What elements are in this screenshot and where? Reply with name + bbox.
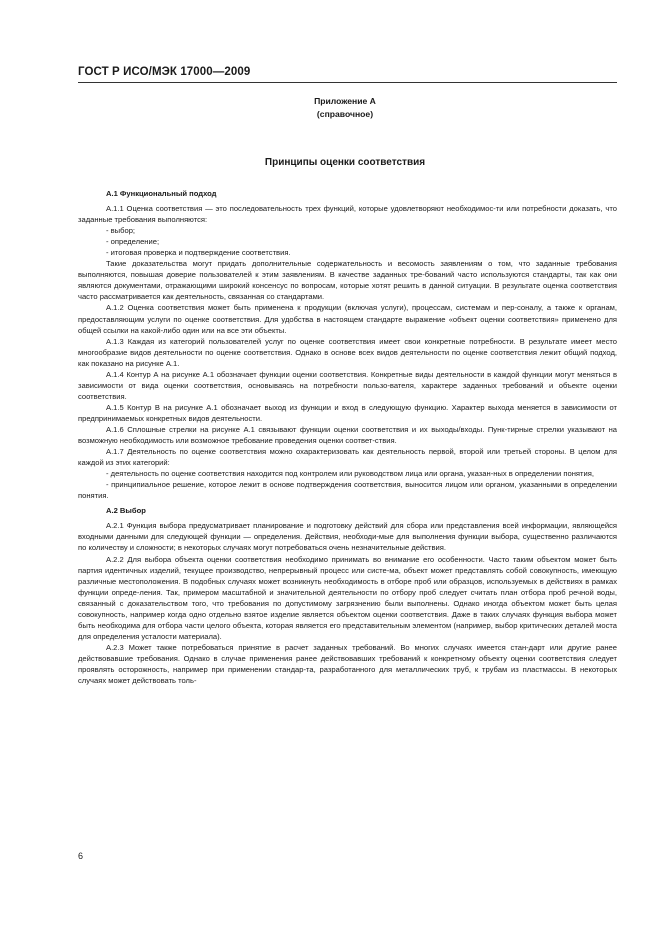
standard-designation: ГОСТ Р ИСО/МЭК 17000—2009 (78, 66, 251, 78)
paragraph-a1-1: А.1.1 Оценка соответствия — это последовательность трех функций, которые удовлетворяют необходимос-ти или потребности доказать, что заданные требования выполняются: (78, 204, 617, 225)
paragraph-a2-1: А.2.1 Функция выбора предусматривает планирование и подготовку действий для сбора или представления всей информации, являющейся входными данными для следующей функции — определения. Действия, необходи-мые для выполнения функции выбора, существенно различаются по количеству и сложности; в некоторых случаях могут потребоваться очень незначительные действия. (78, 521, 617, 553)
paragraph-a1-6: А.1.6 Сплошные стрелки на рисунке А.1 связывают функции оценки соответствия и их выходы/входы. Пунк-тирные стрелки указывают на возможную необходимость или возможное требование проведения оценки соответ-ствия. (78, 424, 617, 446)
paragraph-a1-7: А.1.7 Деятельность по оценке соответствия можно охарактеризовать как деятельность первой, второй или третьей стороны. В целом для каждой из этих категорий: (78, 447, 617, 468)
list-item: - определение; (106, 237, 160, 247)
list-item: - деятельность по оценке соответствия находится под контролем или руководством лица или органа, указан-ных в определении понятия, (106, 469, 594, 479)
body-text (78, 184, 617, 686)
appendix-block (290, 95, 400, 121)
appendix-note: (справочное) (316, 109, 374, 119)
paragraph-a2-2: А.2.2 Для выбора объекта оценки соответствия необходимо принимать во внимание его особенности. Часто таким объектом может быть партия идентичных изделий, текущее производство, непрерывный процесс или систе-ма, объект может представлять собой совокупность, имеющую различные местоположения. В подобных случаях может возникнуть необходимость в отборе проб или образцов, используемых в действиях в рамках функции опреде-ления. Так, примером масштабной и значительной деятельности по отбору проб следует считать план отбора проб речной воды, связанный с доказательством того, что требования по допустимому загрязнению были выполнены. Однако иногда объектом может быть целая совокупность, например когда одно отдельно взятое изделие является объектом оценки соответствия. Даже в таких случаях функция выбора может быть необходима для отбора части целого объекта, которая является его представительным элементом (например, выбор критических деталей моста для определения усталости материала). (78, 554, 617, 641)
list-item: - итоговая проверка и подтверждение соответствия. (106, 248, 291, 258)
paragraph-a1-4: А.1.4 Контур А на рисунке А.1 обозначает функции оценки соответствия. Конкретные виды деятельности в каждой функции могут меняться в зависимости от вида оценки соответствия, основываясь на потребности пользо-вателя, характере заданных требований и объекте оценки соответствия. (78, 369, 617, 401)
list-item: - выбор; (106, 226, 136, 236)
paragraph-a1-2: А.1.2 Оценка соответствия может быть применена к продукции (включая услуги), процессам, системам и пер-соналу, а также к органам, предоставляющим услуги по оценке соответствия. Для удобства в настоящем стандарте выражение «объект оценки соответствия» применено для общей ссылки на какой-либо один или на все эти объекты. (78, 303, 617, 335)
page-title: Принципы оценки соответствия (264, 157, 426, 168)
section-heading-a1: А.1 Функциональный подход (106, 189, 217, 198)
appendix-label: Приложение А (314, 96, 376, 106)
paragraph-a2-3: А.2.3 Может также потребоваться принятие в расчет заданных требований. Во многих случаях имеется стан-дарт или другие ранее действовавшие требования. Однако в случае применения ранее действовавших требований к конкретному объекту оценки соответствия следует проявлять осторожность, например при применении стандар-та, разработанного для металлических труб, к трубам из пластмассы. В некоторых случаях может действовать толь- (78, 642, 617, 686)
paragraph-a1-3: А.1.3 Каждая из категорий пользователей услуг по оценке соответствия имеет свои конкретные потребности. В результате имеет место многообразие видов деятельности по оценке соответствия. Однако в основе всех видов деятельности по оценке соответствия лежит общий подход, как показано на рисунке А.1. (78, 336, 617, 368)
section-heading-a2: А.2 Выбор (106, 506, 146, 516)
paragraph-a1-5: А.1.5 Контур В на рисунке А.1 обозначает выход из функции и вход в следующую функцию. Характер выхода меняется в зависимости от предпринимаемых конкретных видов деятельности. (78, 402, 617, 423)
page-number: 6 (78, 851, 84, 861)
header-divider (78, 82, 617, 83)
list-item: - принципиальное решение, которое лежит в основе подтверждения соответствия, выносится лицом или органом, указанными в определении понятия. (78, 480, 617, 501)
paragraph-a1-1-cont: Такие доказательства могут придать дополнительные содержательность и весомость заявлениям о том, что заданные требования выполняются, повышая доверие пользователей к этим заявлениям. В качестве заданных тре-бований часто используются стандарты, так как они являются документами, отражающими широкий консенсус по вопросам, которые хотят решить в данной ситуации. В результате оценка соответствия часто рассматривается как деятельность, связанная со стандартами. (78, 259, 617, 302)
